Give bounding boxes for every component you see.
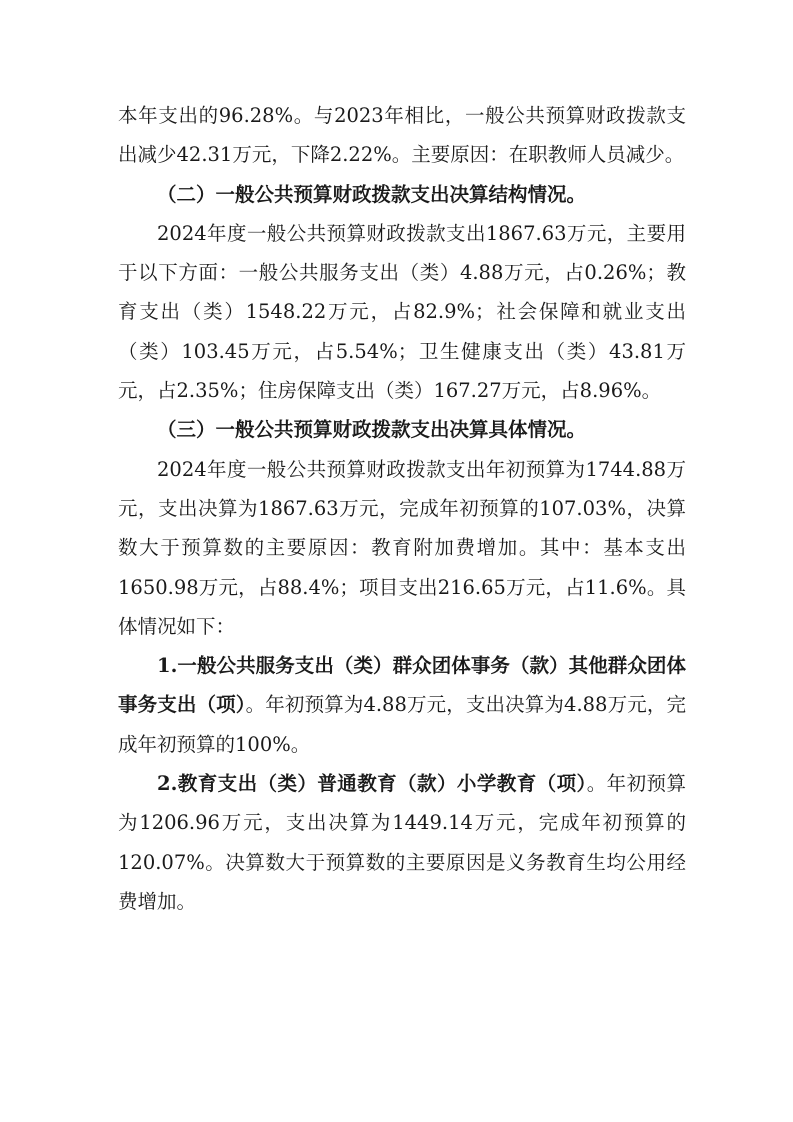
paragraph-structure: 2024年度一般公共预算财政拨款支出1867.63万元，主要用于以下方面：一般公共服务支出（类）4.88万元，占0.26%；教育支出（类）1548.22万元，占82.9%；社会保障和就业支出（类）103.45万元，占5.54%；卫生健康支出（类）43.81万元，占2.35%；住房保障支出（类）167.27万元，占8.96%。	[118, 221, 686, 403]
item-education-title: 2.教育支出（类）普通教育（款）小学教育（项）	[157, 772, 587, 796]
paragraph-details: 2024年度一般公共预算财政拨款支出年初预算为1744.88万元，支出决算为1867.63万元，完成年初预算的107.03%，决算数大于预算数的主要原因：教育附加费增加。其中：基本支出1650.98万元，占88.4%；项目支出216.65万元，占11.6%。具体情况如下：	[118, 457, 686, 638]
document-page	[118, 96, 686, 921]
item-general-public-services-text: 。年初预算为4.88万元，支出决算为4.88万元，完成年初预算的100%。	[118, 693, 686, 756]
item-general-public-services-title: 1.一般公共服务支出（类）群众团体事务（款）其他群众团体事务支出（项）	[118, 654, 686, 717]
item-general-public-services	[118, 646, 686, 764]
heading-structure: （二）一般公共预算财政拨款支出决算结构情况。	[157, 182, 587, 206]
paragraph-expense-change: 本年支出的96.28%。与2023年相比，一般公共预算财政拨款支出减少42.31万元，下降2.22%。主要原因：在职教师人员减少。	[118, 104, 686, 167]
heading-details: （三）一般公共预算财政拨款支出决算具体情况。	[157, 418, 587, 442]
item-education-text: 。年初预算为1206.96万元，支出决算为1449.14万元，完成年初预算的120.07%。决算数大于预算数的主要原因是义务教育生均公用经费增加。	[118, 772, 686, 913]
item-education	[118, 764, 686, 921]
